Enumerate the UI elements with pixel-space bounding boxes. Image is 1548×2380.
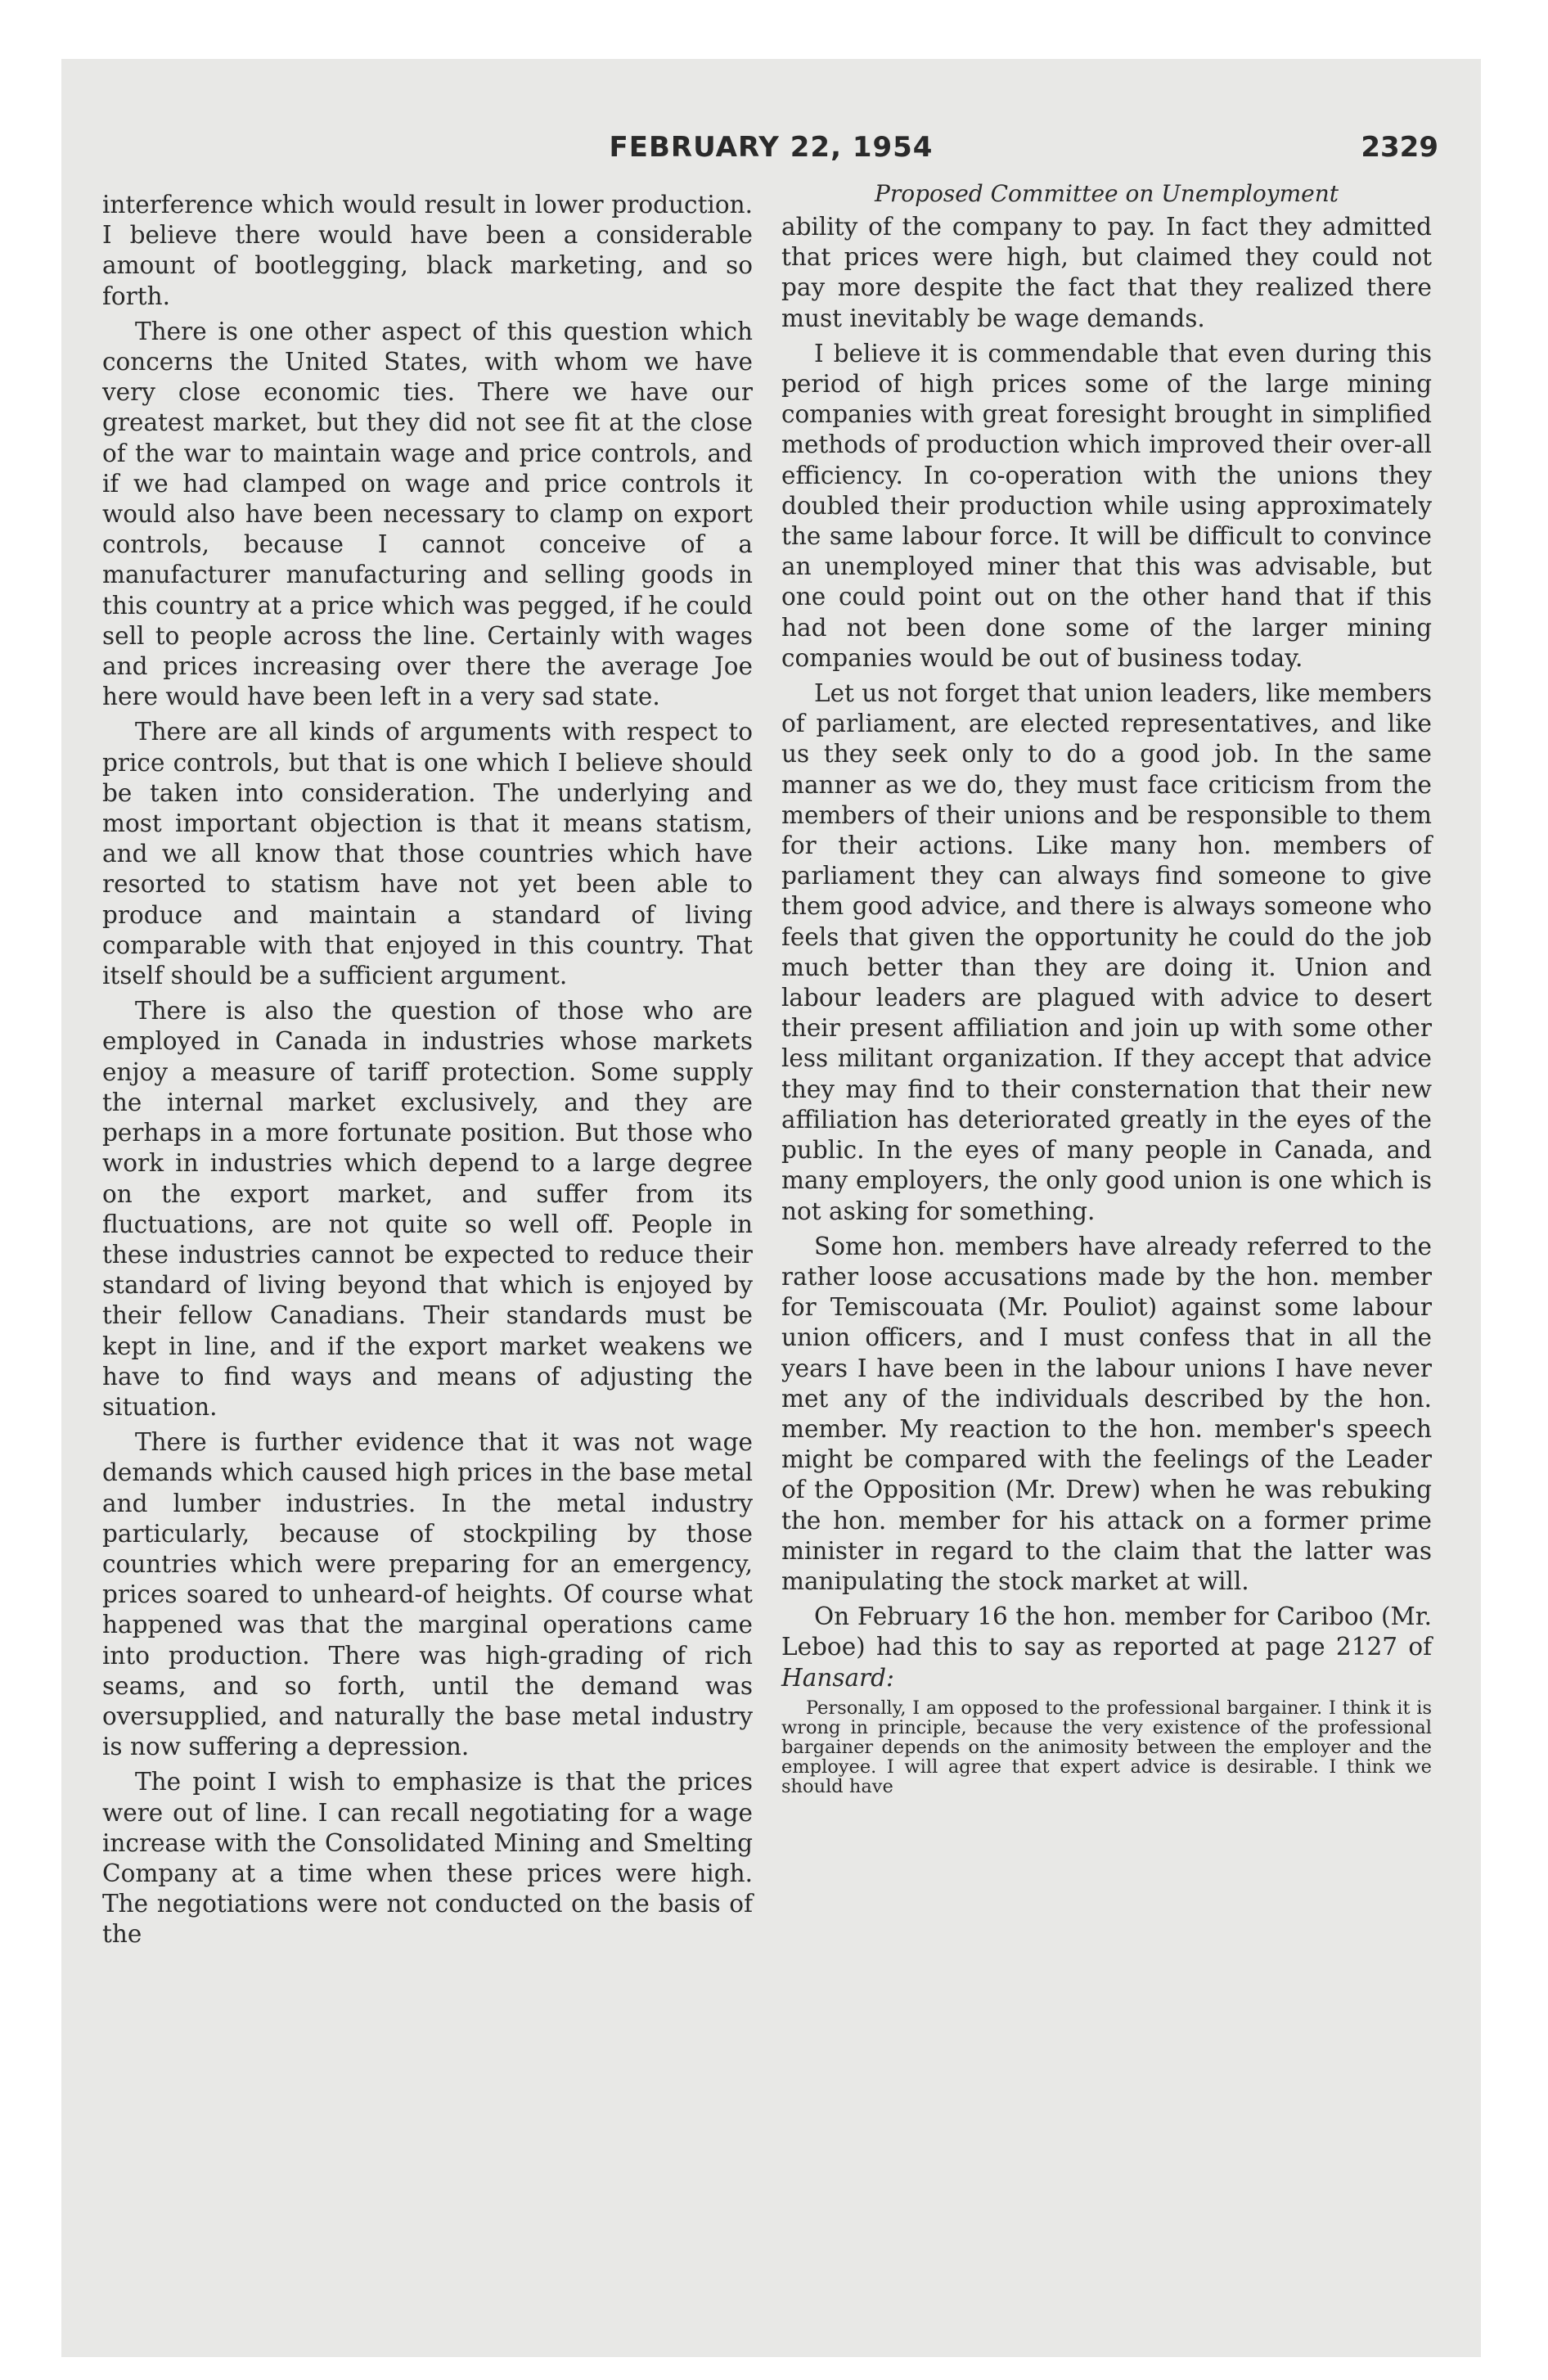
paragraph: There are all kinds of arguments with respect to price controls, but that is one which I believe should be taken into consideration. The underlying and most important objection is that it means statism, and we all know that those countries which have resorted to statism have not yet been able to produce and maintain a standard of living comparable with that enjoyed in this country. That itself should be a sufficient argument. <box>102 718 753 990</box>
page-number: 2329 <box>1361 131 1438 164</box>
paragraph: interference which would result in lower production. I believe there would have been a considerable amount of bootlegging, black marketing, and so forth. <box>102 191 753 310</box>
paragraph <box>781 1602 1432 1693</box>
paragraph: There is also the question of those who are employed in Canada in industries whose markets enjoy a measure of tariff protection. Some supply the internal market exclusively, and they are perhaps in a more fortunate position. But those who work in industries which depend to a large degree on the export market, and suffer from its fluctuations, are not quite so well off. People in these industries cannot be expected to reduce their standard of living beyond that which is enjoyed by their fellow Canadians. Their standards must be kept in line, and if the export market weakens we have to find ways and means of adjusting the situation. <box>102 997 753 1421</box>
paragraph: ability of the company to pay. In fact they admitted that prices were high, but claimed they could not pay more despite the fact that they realized there must inevitably be wage demands. <box>781 213 1432 332</box>
paragraph: The point I wish to emphasize is that the prices were out of line. I can recall negotiating for a wage increase with the Consolidated Mining and Smelting Company at a time when these prices were high. The negotiations were not conducted on the basis of the <box>102 1768 753 1949</box>
right-column <box>781 178 1432 1796</box>
paragraph-text: On February 16 the hon. member for Cariboo (Mr. Leboe) had this to say as reported at page 2127 of <box>781 1602 1432 1661</box>
hansard-title: Hansard: <box>781 1663 894 1692</box>
paragraph: Some hon. members have already referred to the rather loose accusations made by the hon. member for Temiscouata (Mr. Pouliot) against some labour union officers, and I must confess that in all the years I have been in the labour unions I have never met any of the individuals described by the hon. member. My reaction to the hon. member's speech might be compared with the feelings of the Leader of the Opposition (Mr. Drew) when he was rebuking the hon. member for his attack on a former prime minister in regard to the claim that the latter was manipulating the stock market at will. <box>781 1232 1432 1595</box>
paragraph: I believe it is commendable that even during this period of high prices some of the large mining companies with great foresight brought in simplified methods of production which improved their over-all efficiency. In co-operation with the unions they doubled their production while using approximately the same labour force. It will be difficult to convince an unemployed miner that this was advisable, but one could point out on the other hand that if this had not been done some of the larger mining companies would be out of business today. <box>781 339 1432 672</box>
header-date: FEBRUARY 22, 1954 <box>609 131 934 164</box>
document-page <box>61 59 1481 2357</box>
left-column <box>102 190 753 1955</box>
paragraph: Let us not forget that union leaders, like members of parliament, are elected representatives, and like us they seek only to do a good job. In the same manner as we do, they must face criticism from the members of their unions and be responsible to them for their actions. Like many hon. members of parliament they can always find someone to give them good advice, and there is always someone who feels that given the opportunity he could do the job much better than they are doing it. Union and labour leaders are plagued with advice to desert their present affiliation and join up with some other less militant organization. If they accept that advice they may find to their consternation that their new affiliation has deteriorated greatly in the eyes of the public. In the eyes of many people in Canada, and many employers, the only good union is one which is not asking for something. <box>781 679 1432 1225</box>
running-title: Proposed Committee on Unemployment <box>874 180 1339 207</box>
block-quotation: Personally, I am opposed to the professional bargainer. I think it is wrong in principle, because the very existence of the professional bargainer depends on the animosity between the employer and the employee. I will agree that expert advice is desirable. I think we should have <box>781 1697 1432 1797</box>
paragraph: There is one other aspect of this question which concerns the United States, with whom we have very close economic ties. There we have our greatest market, but they did not see fit at the close of the war to maintain wage and price controls, and if we had clamped on wage and price controls it would also have been necessary to clamp on export controls, because I cannot conceive of a manufacturer manufacturing and selling goods in this country at a price which was pegged, if he could sell to people across the line. Certainly with wages and prices increasing over there the average Joe here would have been left in a very sad state. <box>102 317 753 711</box>
paragraph: There is further evidence that it was not wage demands which caused high prices in the base metal and lumber industries. In the metal industry particularly, because of stockpiling by those countries which were preparing for an emergency, prices soared to unheard-of heights. Of course what happened was that the marginal operations came into production. There was high-grading of rich seams, and so forth, until the demand was oversupplied, and naturally the base metal industry is now suffering a depression. <box>102 1428 753 1761</box>
page-header <box>61 131 1481 180</box>
